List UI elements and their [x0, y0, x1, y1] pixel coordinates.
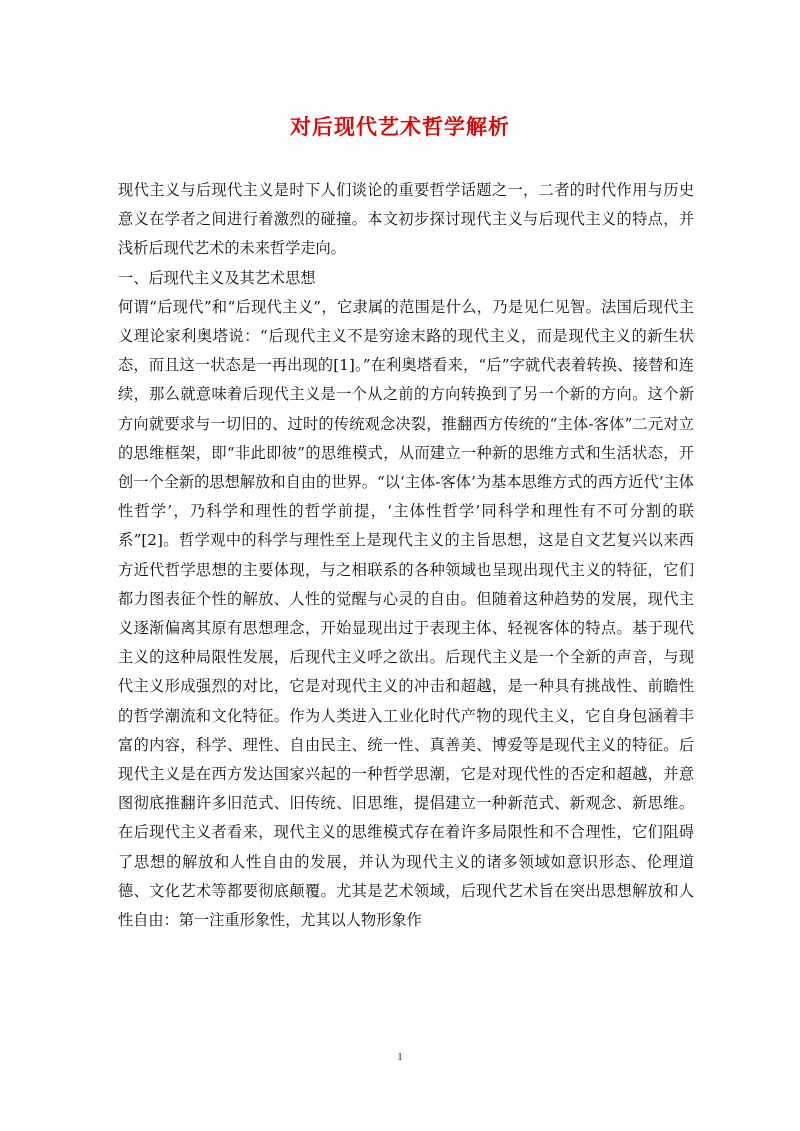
intro-paragraph: 现代主义与后现代主义是时下人们谈论的重要哲学话题之一，二者的时代作用与历史意义在学者之间进行着激烈的碰撞。本文初步探讨现代主义与后现代主义的特点，并浅析后现代艺术的未来哲学走向。: [118, 181, 694, 258]
section-heading: 一、后现代主义及其艺术思想: [118, 268, 316, 287]
body-paragraph: 何谓“后现代”和“后现代主义”，它隶属的范围是什么，乃是见仁见智。法国后现代主义理论家利奥塔说：“后现代主义不是穷途末路的现代主义，而是现代主义的新生状态，而且这一状态是一再出现的[1]。”在利奥塔看来，“后”字就代表着转换、接替和连续，那么就意味着后现代主义是一个从之前的方向转换到了另一个新的方向。这个新方向就要求与一切旧的、过时的传统观念决裂，推翻西方传统的“主体-客体”二元对立的思维框架，即“非此即彼”的思维模式，从而建立一种新的思维方式和生活状态，开创一个全新的思想解放和自由的世界。“以‘主体-客体’为基本思维方式的西方近代‘主体性哲学’，乃科学和理性的哲学前提，‘主体性哲学’同科学和理性有不可分割的联系”[2]。哲学观中的科学与理性至上是现代主义的主旨思想，这是自文艺复兴以来西方近代哲学思想的主要体现，与之相联系的各种领域也呈现出现代主义的特征，它们都力图表征个性的解放、人性的觉醒与心灵的自由。但随着这种趋势的发展，现代主义逐渐偏离其原有思想理念，开始显现出过于表现主体、轻视客体的特点。基于现代主义的这种局限性发展，后现代主义呼之欲出。后现代主义是一个全新的声音，与现代主义形成强烈的对比，它是对现代主义的冲击和超越，是一种具有挑战性、前瞻性的哲学潮流和文化特征。作为人类进入工业化时代产物的现代主义，它自身包涵着丰富的内容，科学、理性、自由民主、统一性、真善美、博爱等是现代主义的特征。后现代主义是在西方发达国家兴起的一种哲学思潮，它是对现代性的否定和超越，并意图彻底推翻许多旧范式、旧传统、旧思维，提倡建立一种新范式、新观念、新思维。在后现代主义者看来，现代主义的思维模式存在着许多局限性和不合理性，它们阻碍了思想的解放和人性自由的发展，并认为现代主义的诸多领域如意识形态、伦理道德、文化艺术等都要彻底颠覆。尤其是艺术领域，后现代艺术旨在突出思想解放和人性自由：第一注重形象性，尤其以人物形象作: [118, 297, 694, 930]
document-title: 对后现代艺术哲学解析: [290, 115, 510, 139]
document-body: [118, 176, 694, 935]
page-number: 1: [397, 1051, 403, 1063]
